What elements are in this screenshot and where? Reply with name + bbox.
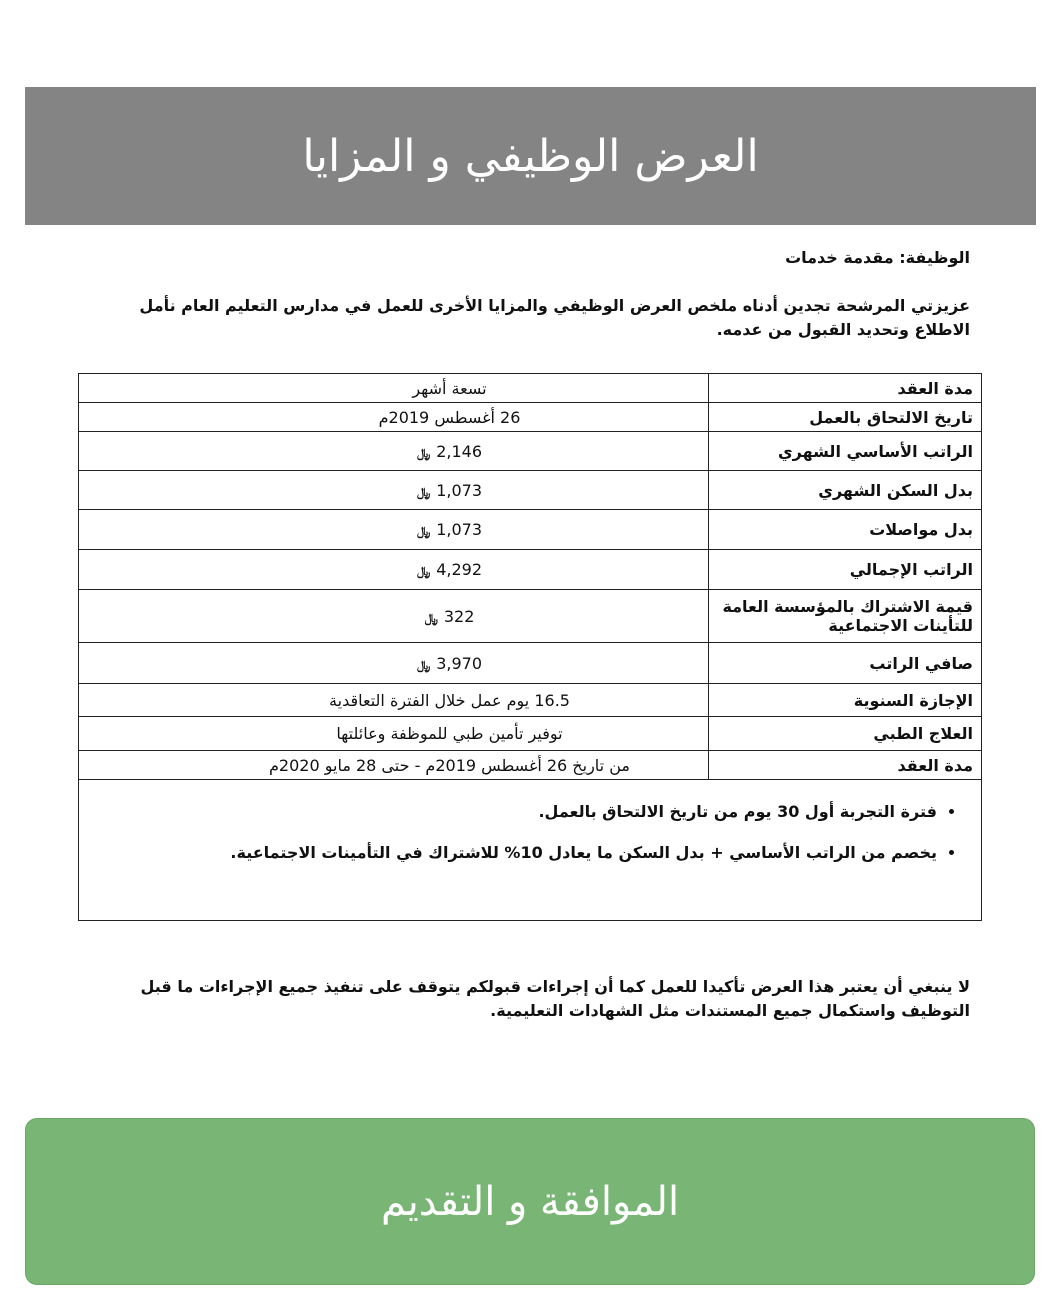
notes-list [97, 802, 963, 862]
row-label: الراتب الأساسي الشهري [709, 432, 982, 471]
riyal-icon: ﷼ [416, 657, 431, 672]
amount: 322 [443, 606, 475, 626]
job-value: مقدمة خدمات [785, 248, 894, 267]
table-row [79, 717, 982, 751]
row-value: 16.5 يوم عمل خلال الفترة التعاقدية [79, 684, 709, 717]
row-label: الإجازة السنوية [709, 684, 982, 717]
offer-table [78, 373, 982, 921]
row-label: قيمة الاشتراك بالمؤسسة العامة للتأينات الاجتماعية [709, 590, 982, 643]
table-row [79, 550, 982, 590]
page-title: العرض الوظيفي و المزايا [302, 130, 759, 182]
disclaimer-text: لا ينبغي أن يعتبر هذا العرض تأكيدا للعمل كما أن إجراءات قبولكم يتوقف على تنفيذ جميع الإجراءات ما قبل التوظيف واستكمال جميع المستندات مثل الشهادات التعليمية. [140, 977, 970, 1020]
row-value [79, 590, 709, 643]
table-row [79, 751, 982, 780]
row-value: 26 أغسطس 2019م [79, 403, 709, 432]
row-value [79, 510, 709, 550]
riyal-icon: ﷼ [416, 564, 431, 578]
row-value [79, 432, 709, 471]
table-row [79, 590, 982, 643]
job-label: الوظيفة: [899, 248, 970, 267]
riyal-icon: ﷼ [416, 524, 431, 538]
accept-button-label: الموافقة و التقديم [380, 1178, 680, 1225]
amount: 3,970 [436, 653, 483, 673]
table-row [79, 471, 982, 510]
amount: 1,073 [436, 480, 483, 500]
row-value: تسعة أشهر [79, 374, 709, 403]
table-row [79, 432, 982, 471]
row-value [79, 550, 709, 590]
amount: 1,073 [436, 520, 483, 539]
table-row [79, 403, 982, 432]
row-label: مدة العقد [709, 751, 982, 780]
row-label: بدل السكن الشهري [709, 471, 982, 510]
row-label: العلاج الطبي [709, 717, 982, 751]
page-header [25, 87, 1036, 225]
table-row [79, 643, 982, 684]
row-value: من تاريخ 26 أغسطس 2019م - حتى 28 مايو 2020م [79, 751, 709, 780]
row-label: تاريخ الالتحاق بالعمل [709, 403, 982, 432]
row-value [79, 643, 709, 684]
amount: 2,146 [436, 441, 483, 461]
riyal-icon: ﷼ [424, 610, 438, 625]
row-label: صافي الراتب [709, 643, 982, 684]
list-item: • فترة التجربة أول 30 يوم من تاريخ الالتحاق بالعمل. [97, 802, 937, 821]
row-value [79, 471, 709, 510]
notes-row [79, 780, 982, 921]
row-label: الراتب الإجمالي [709, 550, 982, 590]
row-label: مدة العقد [709, 374, 982, 403]
table-row [79, 374, 982, 403]
notes-cell [79, 780, 982, 921]
job-title-line [785, 248, 970, 267]
riyal-icon: ﷼ [416, 445, 431, 460]
table-row [79, 510, 982, 550]
row-value: توفير تأمين طبي للموظفة وعائلتها [79, 717, 709, 751]
accept-and-apply-button[interactable] [25, 1118, 1035, 1285]
riyal-icon: ﷼ [416, 484, 431, 499]
table-row [79, 684, 982, 717]
row-label: بدل مواصلات [709, 510, 982, 550]
intro-text: عزيزتي المرشحة تجدين أدناه ملخص العرض الوظيفي والمزايا الأخرى للعمل في مدارس التعليم العام نأمل الاطلاع وتحديد القبول من عدمه. [139, 296, 970, 339]
amount: 4,292 [436, 560, 483, 579]
list-item: • يخصم من الراتب الأساسي + بدل السكن ما يعادل 10% للاشتراك في التأمينات الاجتماعية. [97, 843, 937, 862]
